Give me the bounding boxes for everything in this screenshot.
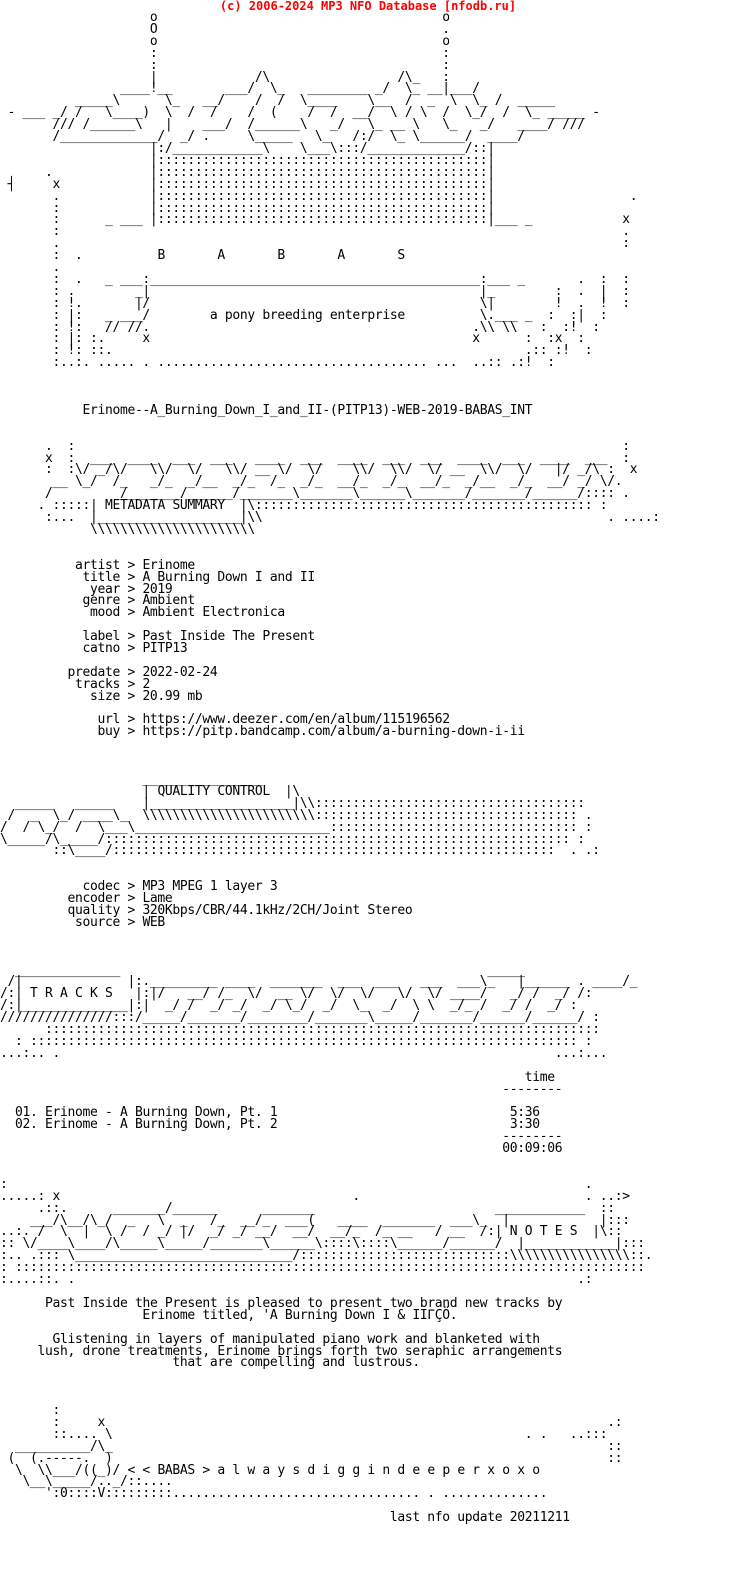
meta-genre: Ambient xyxy=(142,593,195,609)
meta-tracks: 2 xyxy=(142,676,150,692)
logo-tagline: a pony breeding enterprise xyxy=(209,307,405,323)
footer-motto: a l w a y s d i g g i n d e e p e r x o x o xyxy=(217,1462,540,1478)
tracklist: time -------- 01. Erinome - A Burning Down, Pt. 1 5:36 02. Erinome - A Burning Down, Pt. 2 3:30 -------- 00:09:06 xyxy=(15,1069,563,1157)
qc-codec: MP3 MPEG 1 layer 3 xyxy=(142,879,278,895)
footer-ascii: : : x .: ::.... \ . . ..::: __________/\_ :: ( (.-----. ) :: \ \\___/((_)/ < < xyxy=(7,1403,623,1478)
quality-ascii-header: ________________ | xyxy=(142,772,263,799)
footer-group: BABAS xyxy=(157,1462,195,1478)
logo-letters: B A B A S xyxy=(157,248,405,264)
notes-body xyxy=(0,1296,562,1371)
meta-mood: Ambient Electronica xyxy=(142,605,285,621)
track-2: 02. Erinome - A Burning Down, Pt. 2 3:30 xyxy=(15,1117,540,1133)
ascii-logo: o o O . o o : : : : | /\ /\_ : ____!__ ___/ \_ ________ _/ \_ __|___/ _____\ \_ __/ / / \____ \__ / _ \ \_ / _____ - ___ _/ / \____) \ / / / ( / / __/ \ / \ / \_/ / \_ _____ - /// /______\ | ___/ /______\ _/ \_ __ \ \_ _/ ____/ /// /_____________/ _/ . \_____ \_ /:/ \_ \______/ ____/ |:/____________\ \___\:::/_____________/::| |::::::::::::::::::::::::::::::::::::::::::::| . |::::::::::::::::::::::::::::::::::::::::::::| ┤ x |::::::::::::::::::::::::::::::::::::::::::::| . |::::::::::::::::::::::::::::::::::::::::::::| . : |::::::::::::::::::::::::::::::::::::::::::::| : _ ___ |::::::::::::::::::::::::::::::::::::::::::::|___ _ x : . . : : . xyxy=(7,10,638,264)
tracks-ascii-header: ______________ _____ /| |:._________ ____ _______ ___ ___ ___ ___\_ |______ . ____/_ /:| xyxy=(0,962,638,1002)
notes-paragraph-2: Glistening in layers of manipulated piano work and blanketed with lush, drone treatments, Erinome brings forth two seraphic arrangements that are compelling and lustrous. xyxy=(37,1331,563,1371)
meta-buy: https://pitp.bandcamp.com/album/a-burning-down-i-ii xyxy=(142,724,525,740)
qc-quality: 320Kbps/CBR/44.1kHz/2CH/Joint Stereo xyxy=(142,902,413,918)
qc-encoder: Lame xyxy=(142,891,173,907)
meta-title: A Burning Down I and II xyxy=(142,569,315,585)
notes-paragraph-1: Past Inside the Present is pleased to present two brand new tracks by Erinome titled, 'A Burning Down I & IIΓÇÖ. xyxy=(44,1295,563,1323)
tracks-title: T R A C K S xyxy=(30,986,113,1002)
meta-predate: 2022-02-24 xyxy=(142,664,218,680)
footer-update: last nfo update 20211211 xyxy=(389,1510,570,1526)
meta-label: Past Inside The Present xyxy=(142,629,315,645)
metadata-title: METADATA SUMMARY xyxy=(104,498,225,514)
meta-catno: PITP13 xyxy=(142,641,188,657)
release-dirname: Erinome--A_Burning_Down_I_and_II-(PITP13)-WEB-2019-BABAS_INT xyxy=(82,402,533,418)
time-header: time xyxy=(524,1069,555,1085)
total-time: 00:09:06 xyxy=(502,1141,563,1157)
metadata-block: artist > Erinome title > A Burning Down I and II year > 2019 genre > Ambient mood > Ambient Electronica label > Past Inside The Present catno > PITP13 predate > 2022-02-24 tracks > 2 size > 20.99 mb url > https://www.deezer.com/en/album/115196562 buy > https://pitp.bandcamp.com/album/a-burning-down-i-ii xyxy=(0,557,525,740)
notes-title: N O T E S xyxy=(509,1224,578,1240)
quality-title: QUALITY CONTROL xyxy=(157,783,270,799)
meta-artist: Erinome xyxy=(142,557,195,573)
qc-source: WEB xyxy=(142,914,165,930)
meta-url: https://www.deezer.com/en/album/115196562 xyxy=(142,712,450,728)
meta-size: 20.99 mb xyxy=(142,688,203,704)
copyright-banner: (c) 2006-2024 MP3 NFO Database [nfodb.ru] xyxy=(219,0,517,13)
nfo-document: o o O . o o : : : : | /\ /\_ : ____!__ ___/ \_ ________ _/ \_ __|___/ _____\ \_ __/ / / \____ \__ / _ \ \_ / _____ - ___ _/ / \____) \ / / / ( / / __/ \ / \ / \_/ / \_ _____ - /// /______\ | ___/ /______\ _/ \_ __ \ \_ _/ ____/ /// /_____________/ _/ . \_____ \_ /:/ \_ \______/ ____/ |:/____________\ \___\:::/_____________/::| |::::::::::::::::::::::::::::::::::::::::::::| . |::::::::::::::::::::::::::::::::::::::::::::| ┤ x |::::::::::::::::::::::::::::::::::::::::::::| . |::::::::::::::::::::::::::::::::::::::::::::| . : |::::::::::::::::::::::::::::::::::::::::::::| : _ ___ |::::::::::::::::::::::::::::::::::::::::::::|___ _ x : . . : : . B A B A S . : . _ ___:____________________________________________:___ _ . : : : . _| |_ : . | : : !. |/ \| ! . ! : : |: _ ___/ a pony breeding enterprise \.___ _ : :| : : !: // //. .\\ \\ : :! : : |: :. x x : :x : : !: ::. .:: :! : :..:. ..... . .................................... ... ..:: .:! : Erinome--A_Burning_Down_I_and_II-(PITP13)-WEB-2019-BABAS_INT . : : x : ___ ____ ___ ___ ____ ___ ____ ___ ___ ____ ___ ____ ___ : : :\/ _/\/ \\/ \/ \\/ __ \/ \/ \\/ \\/ \/ __ \\/ \/ |/ _/\ : x __ \_/ /_ _/_ _/__ _/_ /_ _/_ __/_ _/_ __/_ _/__ _/_ __/ _/ \/. / /_______/______/_______\_______\______\_______/_______/______/:::: . . :::::| METADATA SUMMARY |\::::::::::::::::::::::::::::::::::::::::::::: : :... |___________________|\\ . ....: \\\\\\\\\\\\\\\\\\\\\\ artist > Erinome title > A Burning Down I and II year > 2019 genre > Ambient mood > Ambient Electronica label > Past Inside The Present catno > PITP13 predate > 2022-02-24 tracks > 2 size > 20.99 mb url > https://www.deezer.com/en/album/115196562 buy > https://pitp.bandcamp.com/album/a-burning-down-i-ii ________________ | QUALITY CONTROL |\ _____ _____ |___________________|\\:::::::::::::::::::::::::::::::::::: / _ \_/ ____\_ \\\\\\\\\\\\\\\\\\\\\\\::::::::::::::::::::::::::::::::::: . / / \_/ / \___\__________________________::::::::::::::::::::::::::::::::: : \_____/\_____/:::::::::::::::::::::::::::::::::::::::::::::::::::::::::::::: : ::\____/::::::::::::::::::::::::::::::::::::::::::::::::::::::::::: . .: codec > MP3 MPEG 1 layer 3 encoder > Lame quality > 320Kbps/CBR/44.1kHz/2CH/Joint Stereo source > WEB ______________ _____ /| |:._________ ____ _______ ___ ___ ___ ___\_ |______ . ____/_ /:| T R A C K S |:|/ __/ /_ \/ __ \/ \/ \/ \/ \/ ____/ _/ / _/ /: /:|______________|:| _/ / _/ _/ _/ \_/ _/ \_ _/ \ \ _/_ / _/ / _/ : ///////////////:::/_____/_______/________/_______\_____/_______/______/______/ : :::::::::::::::::::::::::::::::::::::::::::::::::::::::::::::::::::::::::: : ::::::::::::::::::::::::::::::::::::::::::::::::::::::::::::::::::::::::: : ...:.. . ...:... time -------- 01. Erinome - A Burning Down, Pt. 1 5:36 02. Erinome - A Burning Down, Pt. 2 3:30 -------- 00:09:06 : . .....: x . . ..:> .::. _______/______ _______ ____________ :: ___/\__/\_/ _ \ _ /_ __/_ ___( ____ _______ ___\_ | |::: ..:. / \ | \ / / _/ |/ _/ _/ __/ __/ __/_ /_ __ / __ /:| N O T E S |\:: :: \/____\____/\_____\_____/_______\______\::::\::::\______/______/ |____________|::: :.. .::: \_____________________________/::::::::::::::::::::::::::::\\\\\\\\\\\\\\\\::. : :::::::::::::::::::::::::::::::::::::::::::::::::::::::::::::::::::::::::::::::::::: :....::. . .: Past Inside the Present is pleased to present two brand new tracks by Erinome titled, 'A Burning Down I & IIΓÇÖ. Glistening in layers of manipulated piano work and blanketed with lush, drone treatments, Erinome brings forth two seraphic arrangements that are compelling and lustrous. : : x .: ::.... \ . . ..::: __________/\_ :: ( (.-----. ) :: \ \\___/((_)/ < < BABAS > a l w a y s d i g g i n d e e p e r x o x o \__\_____/.._/::.... ':0::::V:::::::::................................. . .............. last nfo update 20211211 xyxy=(0,10,660,1526)
meta-year: 2019 xyxy=(142,581,173,597)
track-1: 01. Erinome - A Burning Down, Pt. 1 5:36 xyxy=(15,1105,540,1121)
metadata-ascii-header: . : : x : ___ ____ ___ ___ ____ ___ ____ ___ ___ ____ ___ ____ ___ : : :\/ _/\/ \\/ \/ \\/ __ \/ \/ \\/ \\/ \/ __ \\/ \/ |/ _/\ : x __ \_/ /_ _/_ _/__ _/_ /_ _/_ __/_ _/_ __/_ _/__ _/_ __/ _/ \/. / /_______/______/_______\_______\______\_______/_______/______/:::: . . :::::| xyxy=(37,438,638,514)
quality-block: codec > MP3 MPEG 1 layer 3 encoder > Lame quality > 320Kbps/CBR/44.1kHz/2CH/Joint Stereo source > WEB xyxy=(0,879,413,930)
notes-ascii-header: : . .....: x . . ..:> .::. _______/______ _______ ____________ :: ___/\__/\_/ _ \ _ /_ __/_ ___( ____ _______ ___\_ | |::: ..:. / \ | \ / / _/ |/ _/ _/ __/ __/ __/_ /_ __ / __ /:| xyxy=(0,1176,630,1240)
